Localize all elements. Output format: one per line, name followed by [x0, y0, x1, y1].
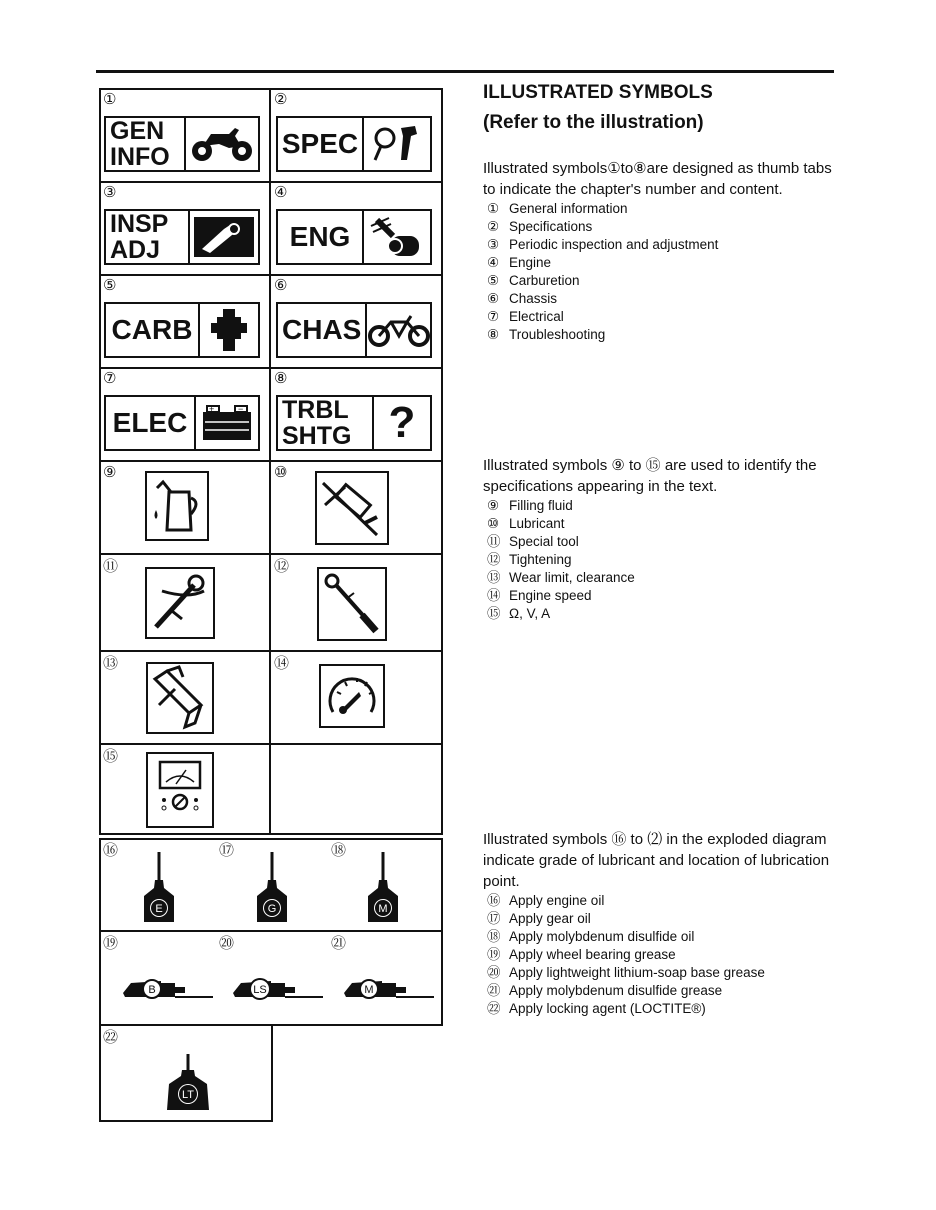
list-item-text: Electrical [509, 309, 564, 324]
list-item-number: ⑰ [487, 911, 501, 926]
tab-gen-info [104, 116, 260, 172]
page-subtitle: (Refer to the illustration) [483, 112, 704, 133]
tab-label-line: ADJ [110, 236, 161, 264]
list-item-text: Apply lightweight lithium-soap base grease [509, 965, 765, 980]
motorcycle-icon [186, 118, 258, 170]
list-item [483, 569, 843, 587]
list-item [483, 236, 843, 254]
list-item [483, 946, 843, 964]
grease-tube-icon [231, 975, 325, 1006]
cell-number: ㉒ [103, 1029, 119, 1046]
carburetor-icon [200, 304, 258, 356]
list-item-text: Apply gear oil [509, 911, 591, 926]
tab-label: ELEC [106, 397, 196, 449]
cell-number: ⑰ [219, 842, 235, 859]
lube-letter: G [267, 903, 277, 915]
caliper-wrench-icon [364, 118, 430, 170]
tab-label [106, 211, 190, 263]
tab-label-line: TRBL [282, 396, 349, 424]
list-item [483, 218, 843, 236]
list-item-number: ⑱ [487, 929, 501, 944]
cell-number: ⑧ [274, 370, 288, 387]
list-item [483, 497, 843, 515]
tab-label [278, 397, 374, 449]
list-item [483, 964, 843, 982]
list-item [483, 272, 843, 290]
list-item-number: ③ [487, 237, 500, 252]
tachometer-icon [319, 664, 385, 728]
tab-trbl-shtg [276, 395, 432, 451]
symbol-list [483, 200, 843, 344]
list-item [483, 982, 843, 1000]
cell-number: ⑨ [103, 464, 117, 481]
grid-divider [99, 181, 443, 183]
list-item [483, 515, 843, 533]
lube-letter: B [148, 984, 156, 996]
lube-letter: M [364, 984, 374, 996]
section-intro: Illustrated symbols ⑨ to ⑮ are used to identify the specifications appearing in the text. [483, 457, 817, 495]
list-item-text: Apply wheel bearing grease [509, 947, 676, 962]
symbol-list [483, 497, 843, 623]
list-item [483, 551, 843, 569]
tab-label: ENG [278, 211, 364, 263]
cell-number: ㉑ [331, 935, 347, 952]
cell-number: ⑭ [274, 655, 290, 672]
svg-text:−: − [238, 404, 244, 414]
section-chapter-tabs [483, 158, 843, 344]
list-item-text: Carburetion [509, 273, 580, 288]
list-item-number: ⑯ [487, 893, 501, 908]
list-item-number: ㉒ [487, 1001, 501, 1016]
grease-tube-icon [121, 975, 215, 1006]
lube-letter: LT [181, 1089, 195, 1101]
list-item-number: ⑫ [487, 552, 501, 567]
list-item-number: ⑦ [487, 309, 500, 324]
section-lubrication [483, 829, 843, 1018]
tab-label-line: INFO [110, 143, 170, 171]
list-item [483, 533, 843, 551]
list-item [483, 326, 843, 344]
list-item-number: ② [487, 219, 500, 234]
cell-number: ⑩ [274, 464, 288, 481]
cell-number: ⑳ [219, 935, 235, 952]
list-item [483, 308, 843, 326]
cell-number: ⑮ [103, 748, 119, 765]
list-item [483, 928, 843, 946]
tab-eng [276, 209, 432, 265]
list-item-text: Apply molybdenum disulfide grease [509, 983, 723, 998]
list-item-text: Special tool [509, 534, 579, 549]
cell-number: ⑱ [331, 842, 347, 859]
cell-number: ⑤ [103, 277, 117, 294]
torque-wrench-icon [317, 567, 387, 641]
cell-number: ⑲ [103, 935, 119, 952]
cell-number: ⑫ [274, 558, 290, 575]
tab-chas [276, 302, 432, 358]
heading-block [483, 78, 843, 138]
list-item-text: Specifications [509, 219, 593, 234]
vernier-caliper-icon [146, 662, 214, 734]
oil-bottle-icon [140, 850, 178, 929]
cell-number: ③ [103, 184, 117, 201]
section-specifications [483, 455, 843, 623]
list-item-text: Apply locking agent (LOCTITE®) [509, 1001, 706, 1016]
grid-divider [99, 274, 443, 276]
cell-number: ⑪ [103, 558, 119, 575]
list-item-number: ④ [487, 255, 500, 270]
list-item [483, 254, 843, 272]
list-item-text: Engine speed [509, 588, 592, 603]
list-item-text: Periodic inspection and adjustment [509, 237, 719, 252]
section-intro: Illustrated symbols①to⑧are designed as thumb tabs to indicate the chapter's number and content. [483, 160, 832, 198]
tab-label [106, 118, 186, 170]
cell-number: ② [274, 91, 288, 108]
top-rule [96, 70, 834, 73]
list-item [483, 892, 843, 910]
lube-letter: LS [253, 984, 267, 996]
tab-carb [104, 302, 260, 358]
piston-icon [364, 211, 430, 263]
list-item [483, 1000, 843, 1018]
list-item-number: ⑳ [487, 965, 501, 980]
oil-bottle-icon [364, 850, 402, 929]
list-item-number: ⑪ [487, 534, 501, 549]
motorcycle-frame-icon [367, 304, 431, 356]
list-item-text: Apply molybdenum disulfide oil [509, 929, 695, 944]
list-item-text: Engine [509, 255, 552, 270]
section-intro: Illustrated symbols ⑯ to ⑵ in the exploded diagram indicate grade of lubricant and location of lubrication point. [483, 831, 830, 890]
oil-bottle-icon [253, 850, 291, 929]
special-tool-icon [145, 567, 215, 639]
list-item-number: ⑥ [487, 291, 500, 306]
multimeter-icon [146, 752, 214, 828]
svg-text:+: + [209, 404, 215, 414]
tab-elec [104, 395, 260, 451]
oil-can-icon [145, 471, 209, 541]
cell-number: ① [103, 91, 117, 108]
lube-letter: M [378, 903, 388, 915]
tab-label: CHAS [278, 304, 367, 356]
grid-divider [99, 650, 443, 652]
wrench-hand-icon [194, 217, 254, 257]
list-item-number: ⑭ [487, 588, 501, 603]
cell-number: ⑬ [103, 655, 119, 672]
tab-label-line: SHTG [282, 422, 352, 450]
tab-label-line: INSP [110, 210, 169, 238]
list-item [483, 587, 843, 605]
list-item-text: Lubricant [509, 516, 565, 531]
grease-gun-icon [315, 471, 389, 545]
tab-label: CARB [106, 304, 200, 356]
tab-spec [276, 116, 432, 172]
tab-label-line: GEN [110, 117, 165, 145]
grid-divider [99, 367, 443, 369]
list-item [483, 200, 843, 218]
list-item-number: ① [487, 201, 500, 216]
list-item [483, 605, 843, 623]
symbol-list [483, 892, 843, 1018]
tab-insp-adj [104, 209, 260, 265]
list-item-text: Troubleshooting [509, 327, 606, 342]
list-item-text: Filling fluid [509, 498, 573, 513]
grid-divider [99, 743, 443, 745]
battery-icon [196, 397, 258, 449]
list-item-text: Apply engine oil [509, 893, 605, 908]
list-item-text: Wear limit, clearance [509, 570, 635, 585]
list-item-text: Chassis [509, 291, 558, 306]
list-item-number: ⑮ [487, 606, 501, 621]
lube-letter: E [155, 903, 163, 915]
list-item-number: ⑩ [487, 516, 500, 531]
list-item-number: ⑤ [487, 273, 500, 288]
cell-number: ⑥ [274, 277, 288, 294]
cell-number: ⑦ [103, 370, 117, 387]
page-title: ILLUSTRATED SYMBOLS [483, 82, 713, 103]
list-item-text: General information [509, 201, 628, 216]
question-mark-icon: ? [388, 398, 416, 447]
loctite-bottle-icon [163, 1052, 213, 1117]
list-item-number: ⑧ [487, 327, 500, 342]
list-item-number: ⑨ [487, 498, 500, 513]
list-item-text: Ω, V, A [509, 606, 551, 621]
grease-tube-icon [342, 975, 436, 1006]
grid-divider [99, 460, 443, 462]
list-item [483, 290, 843, 308]
list-item-text: Tightening [509, 552, 572, 567]
list-item [483, 910, 843, 928]
cell-number: ④ [274, 184, 288, 201]
grid-divider [99, 930, 443, 932]
list-item-number: ⑲ [487, 947, 501, 962]
tab-label: SPEC [278, 118, 364, 170]
list-item-number: ⑬ [487, 570, 501, 585]
list-item-number: ㉑ [487, 983, 501, 998]
grid-divider [99, 553, 443, 555]
cell-number: ⑯ [103, 842, 119, 859]
